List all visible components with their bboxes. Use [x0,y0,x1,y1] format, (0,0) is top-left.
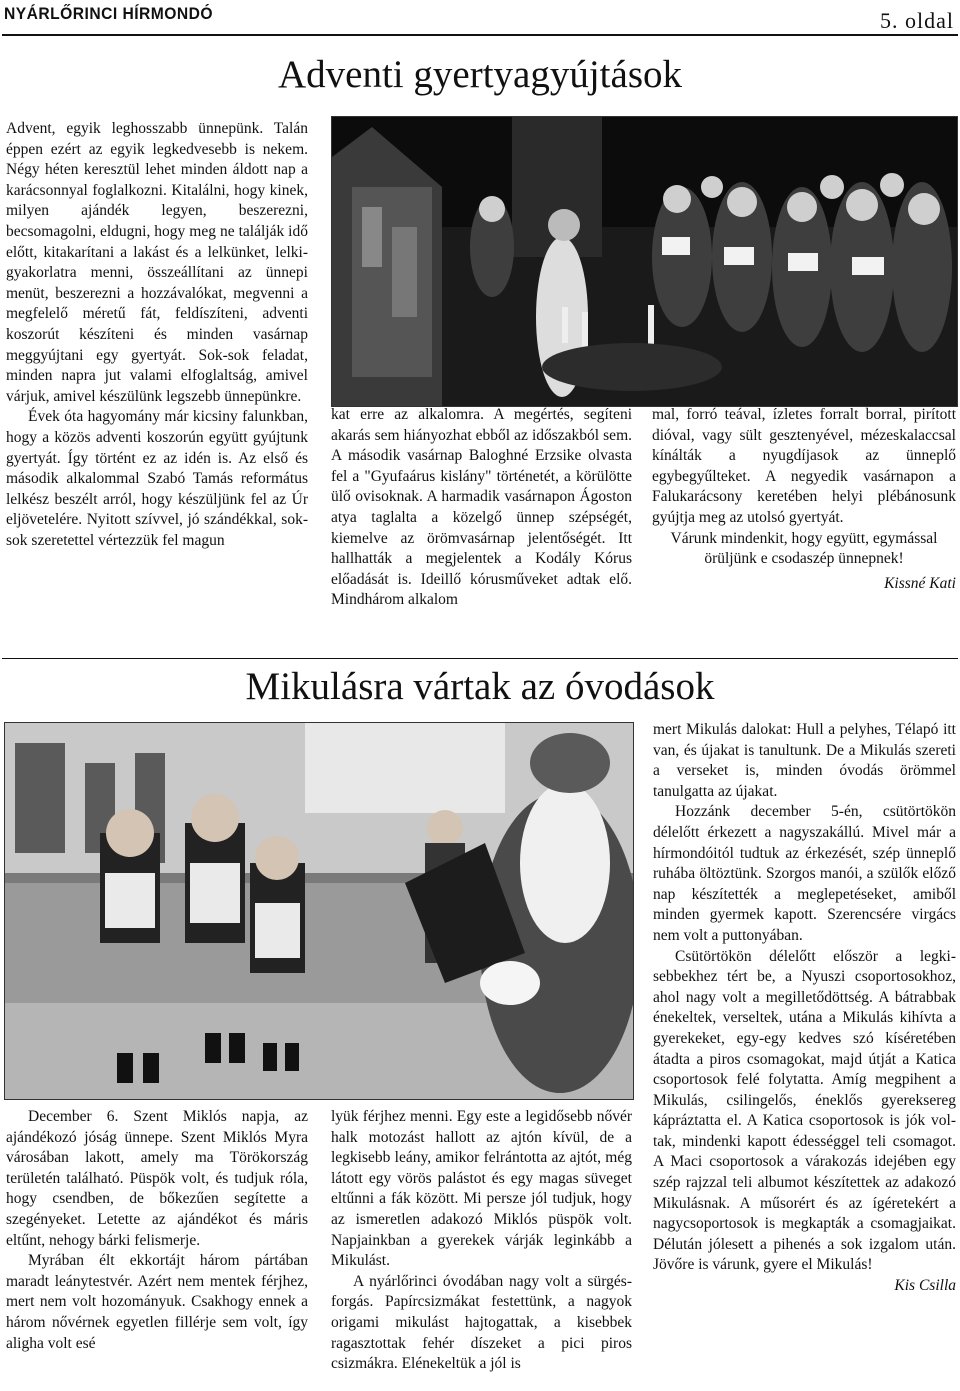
article1-column-3 [652,405,956,594]
article1-choir-photo [331,116,958,407]
article1-col3-paragraph-1: mal, forró teával, ízletes forralt borral, pirított dióval, vagy sült gesztenyével, mézeskalaccsal kínálták a nyugdíjasok az ünneplő egybegyűlteket. A negyedik vasárnapon a Falukarácsony keretében helyi plébánosunk gyújtja meg az utolsó gyertyát. [652,406,956,526]
choir-photo-image [332,117,957,406]
article2-column-3 [653,720,956,1297]
article2-col2-paragraph-1: lyük férjhez menni. Egy este a legidősebb nővér halk motozást hallott az ajtón kívül, de a legkisebb leány, amikor felrántotta az ajtót, még látott egy vörös palástot és egy magas süveget eltűnni a fák között. Mi persze jól tudjuk, hogy az ismeretlen adakozó Miklós püspök volt. Napjainkban a gyerekek várják leginkább a Mikulást. [331,1108,632,1270]
article2-col2-paragraph-2: A nyárlőrinci óvodában nagy volt a sürgés-forgás. Papírcsizmákat festettünk, a nagyok origami mikulást hajtogattak, a kisebbek ragasztottak fehér díszeket a pici piros csizmákra. Elénekeltük a jól is [331,1272,632,1373]
article2-santa-photo [4,722,634,1100]
article2-title: Mikulásra vártak az óvodások [245,665,715,708]
article2-col1-paragraph-2: Myrában élt ekkortájt három pártában maradt leánytestvér. Azért nem mentek férjhez, mert nem volt hozományuk. Csakhogy ennek a három nővérnek egyetlen fillérje sem volt, így aligha volt esé [6,1252,308,1352]
article1-col1-paragraph-2: Évek óta hagyomány már kicsiny falunkban, hogy a közös adventi koszorún együtt gyújtunk gyertyát. Így történt ez az idén is. Az első és második alkalommal Szabó Tamás református lelkész beszélt arról, hogy készüljünk fel az Úr eljövetelére. Nyitott szívvel, jó szándékkal, sok-sok szeretettel vértezzük fel magun [6,408,308,549]
masthead: NYÁRLŐRINCI HÍRMONDÓ [4,4,214,23]
article1-signature: Kissné Kati [884,574,956,592]
article1-col2-paragraph: kat erre az alkalomra. A megértés, segíteni akarás sem hiányozhat ebből az időszakból sem. A második vasárnap Baloghné Erzsike olvasta fel a "Gyufaárus kislány" történetét, a körülötte ülő ovisoknak. A harmadik vasárnapon Ágoston atya taglalta a közelgő ünnep szépségét, kiemelve az örömvasárnap jelentőségét. Itt hallhatták a megjelentek a Kodály Kórus előadását is. Ideillő kórusműveket adtak elő. Mindhárom alkalom [331,406,632,609]
article2-signature: Kis Csilla [894,1277,956,1295]
page-number: 5. oldal [880,8,954,33]
article2-column-2 [331,1107,632,1375]
section-rule [2,658,958,659]
article1-column-1 [6,119,308,551]
article2-col3-paragraph-3: Csütörtökön délelőtt először a legkisebbekhez tért be, a Nyuszi csoportosokhoz, ahol nagy volt a megilletődöttség. A bátrabbak énekeltek, verseltek, utána a Mikulás kihívta a gyerekeket, egy-egy kedves szó kíséretében átadta a piros csomagokat, majd útját a Katica csoportosok felé folytatta. Amíg megpihent a Mikulás, csilingelős, éneklős gyereksereg kápráztatta el. A Katica csoportosok is jók voltak, mindenki kapott édességgel teli csomagot. A Maci csoportosok a várakozás idejében egy szép rajzzal teli albumot készítettek az adakozó Mikulásnak. A műsorért és az ígéretekért a nagycsoportosok is megkapták a csomagjaikat. Délután jólesett a pihenés a sok izgalom után. Jövőre is várunk, gyere el Mikulás! [653,947,956,1274]
article1-title: Adventi gyertyagyújtások [278,53,682,96]
article1-column-2 [331,405,632,611]
santa-photo-image [5,723,633,1099]
article2-col3-paragraph-2: Hozzánk december 5-én, csütörtökön délelőtt érkezett a nagyszakállú. Mivel már a hírmondóitól tudtuk az érkezését, szép ünneplő ruhába öltöztünk. Szorgos manói, a szülők előző nap készítették a meglepetéseket, amiből minden gyermek kapott. Szerencsére virgács nem volt a puttonyában. [653,803,956,944]
article1-col1-paragraph-1: Advent, egyik leghosszabb ünnepünk. Talán éppen ezért az egyik legkedvesebb is nekem. Négy héten keresztül lehet minden áldott nap a karácsonnyal foglalkozni. Kitalálni, hogy kinek, milyen ajándék legyen, beszerezni, becsomagolni, eldugni, hogy meg ne találják idő előtt, kitakarítani a lakást és a lelkünket, lelkigyakorlatra menni, összeállítani az ünnepi menüt, beszerezni a hozzávalókat, megvenni a megfelelő méretű fát, feldíszíteni, adventi koszorút készíteni és minden vasárnap meggyújtani egy gyertyát. Sok-sok feladat, minden napra jut valami elfoglaltság, amivel várjuk, amivel készülünk legszebb ünnepünkre. [6,120,308,405]
article2-col1-paragraph-1: December 6. Szent Miklós napja, az ajándékozó jóság ünnepe. Szent Miklós Myra városában lakott, amely ma Törökország területén található. Püspök volt, és tudjuk róla, hogy csendben, de bőkezűen segítette a szegényeket. Letette az ajándékot és máris eltűnt, nehogy bárki felismerje. [6,1108,308,1249]
article2-column-1 [6,1107,308,1354]
article2-col3-paragraph-1: mert Mikulás dalokat: Hull a pelyhes, Télapó itt van, és újakat is tanultunk. De a Mikulás szereti a verseket is, minden óvodás örömmel tanulgatta az újakat. [653,721,956,800]
article1-col3-paragraph-2: Várunk mindenkit, hogy együtt, egymással örüljünk e csodaszép ünnepnek! [670,529,938,568]
top-rule [2,34,958,36]
